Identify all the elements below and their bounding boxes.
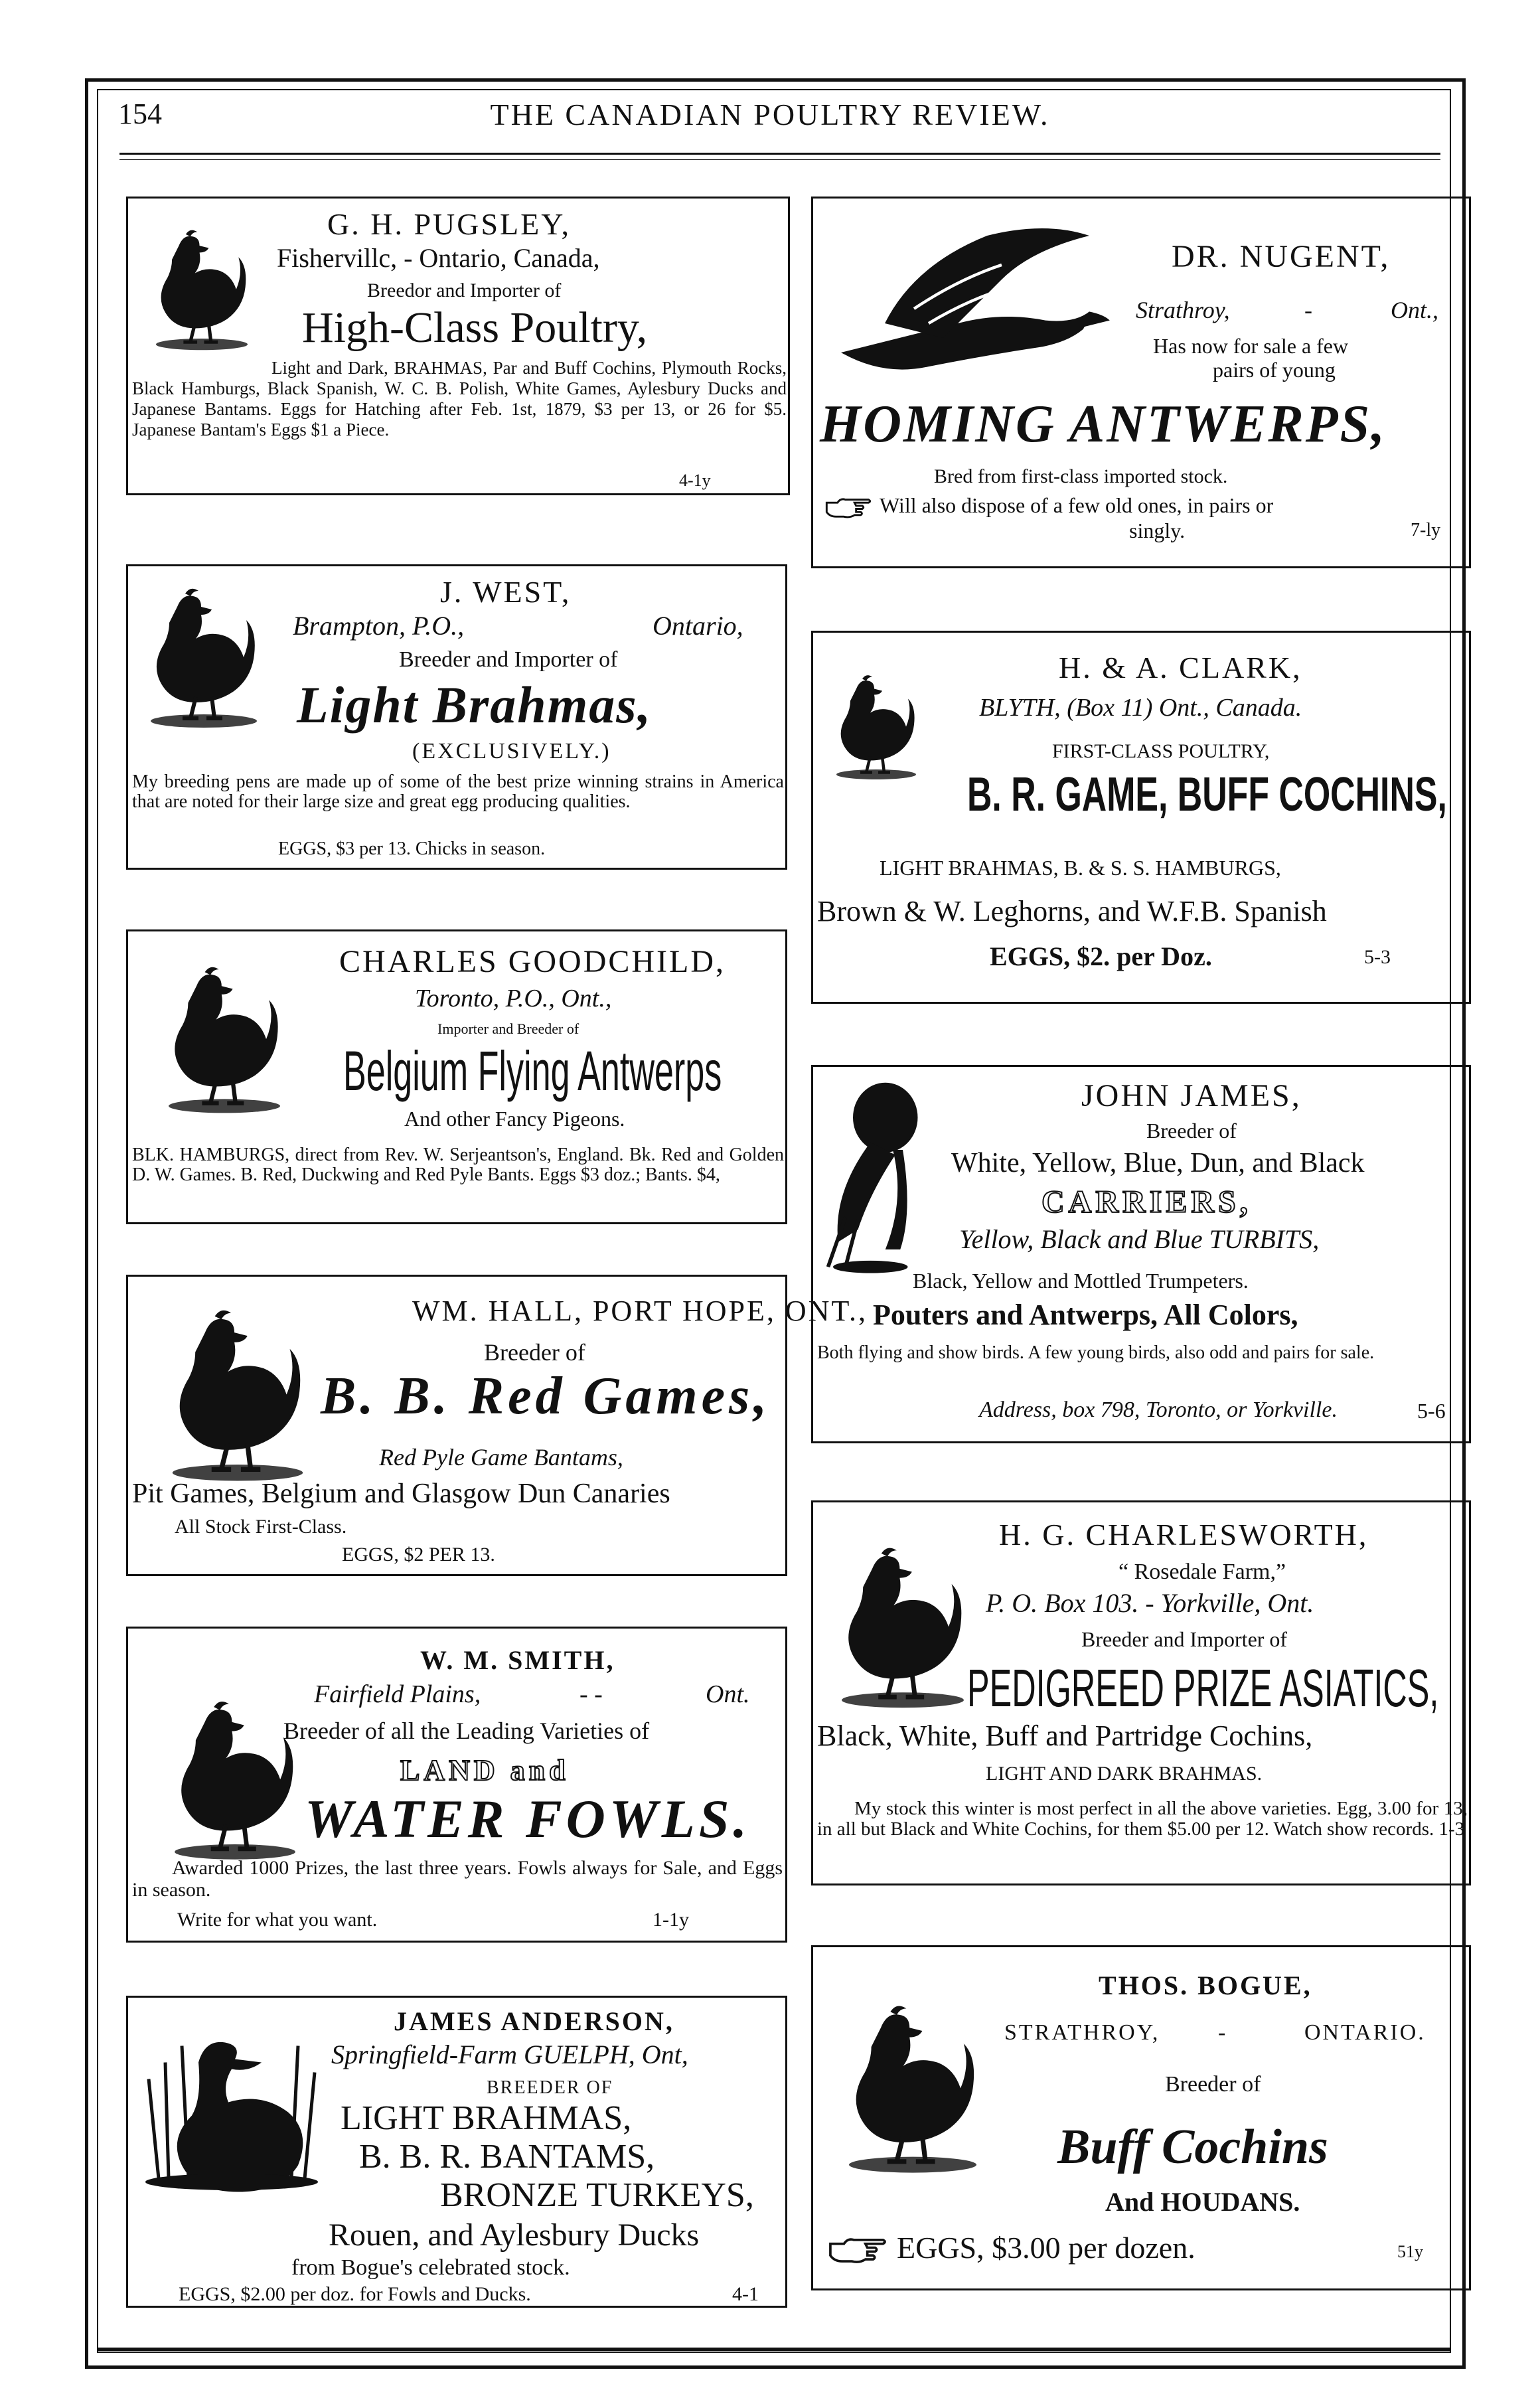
ad-address: Address, box 798, Toronto, or Yorkville. [979,1398,1338,1422]
advertiser-province: Ont., [1391,297,1438,323]
ad-headline: Belgium Flying Antwerps [343,1040,722,1102]
ad-line: Pit Games, Belgium and Glasgow Dun Canaries [132,1479,670,1509]
ad-charlesworth [811,1500,1471,1885]
advertiser-province: ONTARIO. [1304,2020,1426,2045]
ad-headline: PEDIGREED PRIZE ASIATICS, [967,1658,1439,1718]
ad-pugsley [126,197,790,495]
advertiser-role: Breeder and Importer of [1081,1627,1288,1651]
advertiser-location: Fishervillc, - Ontario, Canada, [277,243,600,273]
ad-line: pairs of young [1213,358,1336,382]
advertiser-name: THOS. BOGUE, [1099,1970,1312,2000]
ad-line: Rouen, and Aylesbury Ducks [329,2217,700,2253]
rooster-icon [833,1980,992,2193]
page-bottom-rule [97,2348,1451,2351]
advertiser-name: WM. HALL, PORT HOPE, ONT., [412,1295,868,1327]
ad-line: Pouters and Antwerps, All Colors, [873,1299,1298,1331]
ad-eggs: EGGS, $2. per Doz. [990,941,1212,971]
header-rule [119,153,1440,155]
ad-eggs: EGGS, $3.00 per dozen. [897,2231,1195,2265]
ad-line: Has now for sale a few [1153,334,1349,358]
ad-body: Light and Dark, BRAHMAS, Par and Buff Cochins, Plymouth Rocks, Black Hamburgs, Black Spanish, W. C. B. Polish, White Games, Aylesbury Ducks and Japanese Bantams. Eggs for Hatching after Feb. 1st, 1879, $3 per 13, or 26 for $5. Japanese Bantam's Eggs $1 a Piece. [132,358,787,440]
ad-code: 5-6 [1417,1399,1446,1423]
ad-headline: B. R. GAME, BUFF COCHINS, [967,768,1447,821]
ad-code: 4-1 [732,2283,759,2305]
rooster-icon [826,1522,979,1728]
ad-body: BLK. HAMBURGS, direct from Rev. W. Serjeantson's, England. Bk. Red and Golden D. W. Games. B. Red, Duckwing and Red Pyle Bants. Eggs $3 doz.; Bants. $4, [132,1145,784,1185]
ad-line: Yellow, Black and Blue TURBITS, [959,1224,1320,1254]
ad-eggs: EGGS, $2.00 per doz. for Fowls and Ducks. [179,2283,531,2305]
advertiser-location: Toronto, P.O., Ont., [415,985,612,1012]
ad-headline: B. B. Red Games, [321,1367,771,1425]
advertiser-role: Breedor and Importer of [367,280,562,301]
ad-hall [126,1275,868,1576]
ad-headline: Buff Cochins [1057,2120,1328,2174]
advertiser-name: W. M. SMITH, [420,1645,615,1675]
advertiser-name: J. WEST, [440,575,572,609]
ad-line: Will also dispose of a few old ones, in pairs or [880,493,1274,517]
ad-headline: CARRIERS, [1041,1184,1252,1220]
duck-icon [132,2004,331,2203]
pigeon-icon [826,218,1118,384]
advertiser-name: G. H. PUGSLEY, [327,207,572,241]
advertiser-role: Breeder of all the Leading Varieties of [283,1718,650,1744]
ad-eggs: EGGS, $2 PER 13. [342,1544,495,1565]
ad-line: And other Fancy Pigeons. [404,1107,625,1131]
ad-line: All Stock First-Class. [175,1516,347,1538]
ad-line: LIGHT AND DARK BRAHMAS. [986,1763,1263,1785]
ad-anderson [126,1996,787,2308]
ad-code: 7-ly [1411,520,1441,540]
pointing-hand-icon [825,495,872,519]
advertiser-location: Springfield-Farm GUELPH, Ont, [331,2040,688,2069]
advertiser-town: Brampton, P.O., [293,611,465,641]
ad-code: 4-1y [679,471,711,490]
ad-body: Both flying and show birds. A few young birds, also odd and pairs for sale. [817,1342,1375,1363]
ad-body: My stock this winter is most perfect in all the above varieties. Egg, 3.00 for 13, in all but Black and White Cochins, for them $5.00 per 12. Watch show records. 1-3 [817,1798,1468,1840]
pigeon-icon [820,1080,946,1279]
ad-bogue [811,1945,1471,2290]
ad-line: Red Pyle Game Bantams, [379,1444,623,1471]
ad-line: Black, Yellow and Mottled Trumpeters. [913,1269,1249,1293]
location-dash: - [1218,2020,1226,2045]
ad-line: And HOUDANS. [1105,2187,1300,2217]
ad-line: White, Yellow, Blue, Dun, and Black [951,1148,1365,1178]
ad-line: from Bogue's celebrated stock. [291,2255,570,2280]
ad-line: singly. [1129,519,1186,542]
page-title: THE CANADIAN POULTRY REVIEW. [490,98,1050,131]
header-rule-thin [119,159,1440,160]
ad-code: 1-1y [653,1909,689,1931]
ad-line: LIGHT BRAHMAS, [341,2099,632,2137]
advertiser-location: P. O. Box 103. - Yorkville, Ont. [986,1588,1314,1618]
ad-headline: HOMING ANTWERPS, [820,395,1387,453]
page-number: 154 [118,98,162,130]
ad-code: 51y [1397,2242,1423,2261]
ad-line: Brown & W. Leghorns, and W.F.B. Spanish [817,895,1327,927]
ad-headline: LAND and [400,1754,570,1787]
advertiser-role: BREEDER OF [487,2077,613,2098]
ad-james [811,1065,1471,1443]
advertiser-role: Breeder of [1146,1119,1237,1143]
ad-west [126,564,787,870]
advertiser-town: Strathroy, [1136,297,1230,323]
ad-headline: High-Class Poultry, [302,303,648,352]
pointing-hand-icon [828,2234,887,2263]
advertiser-province: Ontario, [653,611,743,641]
ad-line: Write for what you want. [177,1909,378,1931]
rooster-icon [155,958,294,1117]
advertiser-name: JAMES ANDERSON, [394,2006,674,2036]
ad-line: FIRST-CLASS POULTRY, [1052,740,1270,762]
advertiser-name: H. G. CHARLESWORTH, [999,1518,1369,1552]
ad-line: LIGHT BRAHMAS, B. & S. S. HAMBURGS, [880,856,1281,880]
ad-line: Bred from first-class imported stock. [934,465,1228,487]
ad-subheading: (EXCLUSIVELY.) [412,739,611,763]
location-dash: - - [579,1680,603,1708]
rooster-icon [132,225,271,351]
advertiser-town: STRATHROY, [1004,2020,1160,2045]
advertiser-name: CHARLES GOODCHILD, [339,944,726,979]
advertiser-town: Fairfield Plains, [314,1680,481,1708]
advertiser-role: Breeder of [1165,2072,1261,2097]
advertiser-name: H. & A. CLARK, [1059,651,1302,684]
location-dash: - [1304,297,1312,323]
advertiser-role: Breeder and Importer of [399,647,618,672]
ad-headline: WATER FOWLS. [305,1789,751,1849]
rooster-icon [141,1303,334,1482]
ad-line: Black, White, Buff and Partridge Cochins, [817,1720,1313,1752]
ad-line: B. B. R. BANTAMS, [359,2138,655,2176]
advertiser-name: JOHN JAMES, [1081,1078,1302,1113]
ad-body: Awarded 1000 Prizes, the last three years. Fowls always for Sale, and Eggs in season. [132,1857,783,1901]
advertiser-name: DR. NUGENT, [1172,239,1391,274]
rooster-icon [826,646,926,805]
ad-code: 5-3 [1364,946,1391,968]
advertiser-province: Ont. [706,1680,750,1708]
ad-nugent [811,197,1471,568]
advertiser-location: BLYTH, (Box 11) Ont., Canada. [979,694,1302,722]
advertiser-role: Breeder of [484,1339,585,1366]
rooster-icon [137,580,270,732]
ad-goodchild [126,929,787,1224]
advertiser-role: Importer and Breeder of [437,1020,579,1037]
ad-body: My breeding pens are made up of some of the best prize winning strains in America that are noted for their large size and great egg producing qualities. [132,771,784,812]
ad-line: BRONZE TURKEYS, [440,2176,754,2214]
advertiser-farm: “ Rosedale Farm,” [1118,1560,1286,1584]
ad-headline: Light Brahmas, [297,676,653,734]
ad-eggs: EGGS, $3 per 13. Chicks in season. [278,839,546,859]
ad-clark [811,631,1471,1004]
ad-smith [126,1627,787,1943]
